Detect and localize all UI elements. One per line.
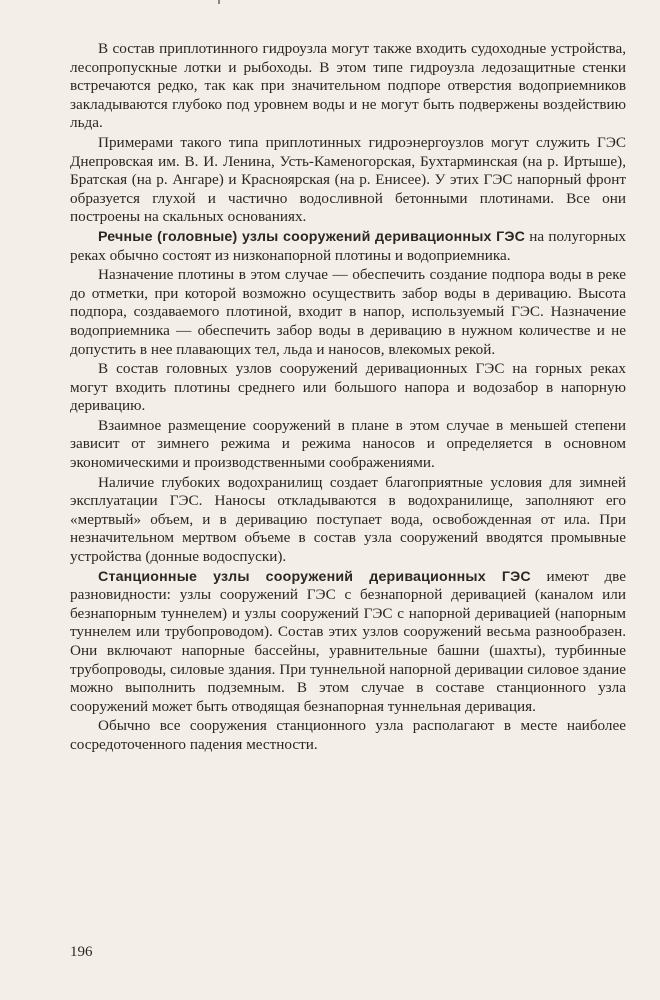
- paragraph-6-text: Взаимное размещение сооружений в плане в этом случае в меньшей степени зависит от зимнего режима и режима наносов и определяется в основном экономическими и производственными соображениями.: [70, 416, 626, 472]
- paragraph-7-text: Наличие глубоких водохранилищ создает благоприятные условия для зимней эксплуатации ГЭС. Наносы откладываются в водохранилище, заполняют его «мертвый» объем, и в деривацию поступает вода, освобожденная от ила. При незначительном мертвом объеме в состав узла сооружений вводятся промывные устройства (донные водоспуски).: [70, 473, 626, 566]
- paragraph-3-text: на полугорных реках обычно состоят из низконапорной плотины и водоприемника.: [70, 227, 626, 264]
- paragraph-7: [70, 474, 626, 567]
- paragraph-4-text: Назначение плотины в этом случае — обеспечить создание подпора воды в реке до отметки, при которой возможно осуществить забор воды в деривацию. Высота подпора, создаваемого плотиной, входит в напор, используемый ГЭС. Назначение водоприемника — обеспечить забор воды в деривацию в нужном количестве и не допустить в нее плавающих тел, льда и наносов, влекомых рекой.: [70, 266, 626, 358]
- paragraph-3: [70, 228, 626, 265]
- paragraph-8: [70, 568, 626, 717]
- scan-mark: [218, 0, 220, 4]
- paragraph-9-text: Обычно все сооружения станционного узла располагают в месте наиболее сосредоточенного падения местности.: [70, 717, 626, 753]
- paragraph-1: [70, 40, 626, 133]
- page-number: 196: [70, 944, 93, 960]
- body-text: [70, 40, 626, 756]
- paragraph-4: [70, 266, 626, 359]
- paragraph-2-text: Примерами такого типа приплотинных гидроэнергоузлов могут служить ГЭС Днепровская им. В. И. Ленина, Усть-Каменогорская, Бухтарминская (на р. Иртыше), Братская (на р. Ангаре) и Красноярская (на р. Енисее). У этих ГЭС напорный фронт образуется глухой и частично водосливной бетонными плотинами. Все они построены на скальных основаниях.: [70, 133, 626, 226]
- paragraph-5-text: В состав головных узлов сооружений деривационных ГЭС на горных реках могут входить плотины среднего или большого напора и водозабор в напорную деривацию.: [70, 360, 626, 415]
- paragraph-1-text: В состав приплотинного гидроузла могут также входить судоходные устройства, лесопропускные лотки и рыбоходы. В этом типе гидроузла ледозащитные стенки встречаются редко, так как при значительном подпоре отверстия водоприемников закладываются глубоко под уровнем воды и не могут быть подвержены воздействию льда.: [70, 40, 626, 132]
- paragraph-5: [70, 360, 626, 416]
- paragraph-6: [70, 417, 626, 473]
- paragraph-3-heading: Речные (головные) узлы сооружений деривационных ГЭС: [98, 228, 526, 245]
- paragraph-8-heading: Станционные узлы сооружений деривационных ГЭС: [98, 568, 531, 585]
- paragraph-8-text: имеют две разновидности: узлы сооружений ГЭС с безнапорной деривацией (каналом или безнапорным туннелем) и узлы сооружений ГЭС с напорной деривацией (напорным туннелем или трубопроводом). Состав этих узлов сооружений весьма разнообразен. Они включают напорные бассейны, уравнительные башни (шахты), турбинные трубопроводы, силовые здания. При туннельной напорной деривации силовое здание можно выполнить подземным. В этом случае в составе станционного узла сооружений может быть отводящая безнапорная туннельная деривация.: [70, 567, 626, 715]
- paragraph-9: [70, 717, 626, 754]
- paragraph-2: [70, 134, 626, 227]
